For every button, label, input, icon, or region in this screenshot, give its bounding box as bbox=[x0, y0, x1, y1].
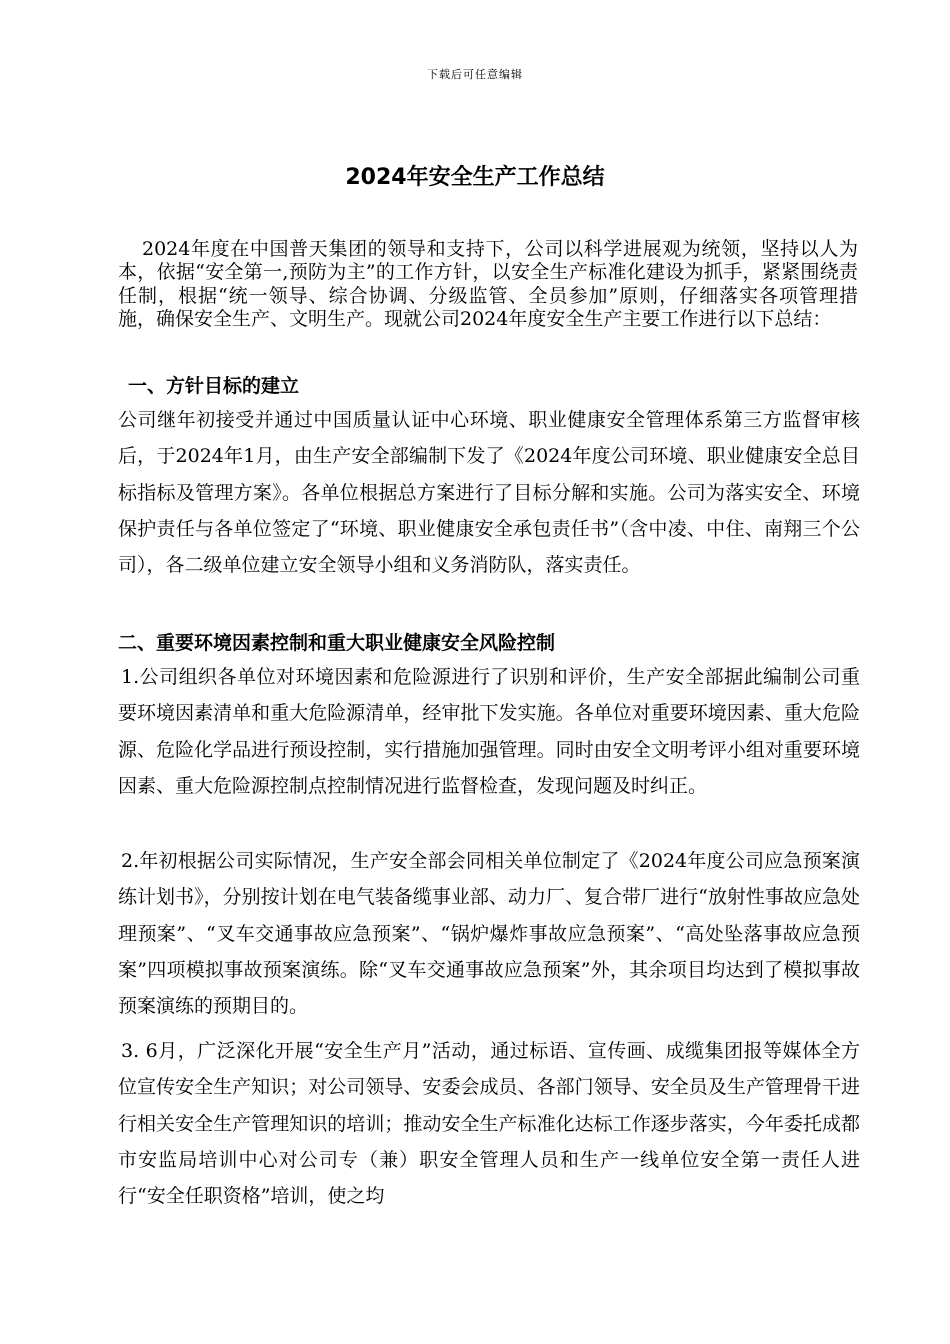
section1-body: 公司继年初接受并通过中国质量认证中心环境、职业健康安全管理体系第三方监督审核后，于2024年1月，由生产安全部编制下发了《2024年度公司环境、职业健康安全总目标指标及管理方案》。各单位根据总方案进行了目标分解和实施。公司为落实安全、环境保护责任与各单位签定了“环境、职业健康安全承包责任书”（含中凌、中住、南翔三个公司），各二级单位建立安全领导小组和义务消防队，落实责任。 bbox=[118, 409, 860, 577]
section2-heading: 二、重要环境因素控制和重大职业健康安全风险控制 bbox=[118, 632, 556, 654]
header-note: 下载后可任意编辑 bbox=[427, 68, 523, 81]
section2-item3: 3. 6月，广泛深化开展“安全生产月”活动，通过标语、宣传画、成缆集团报等媒体全方位宣传安全生产知识；对公司领导、安委会成员、各部门领导、安全员及生产管理骨干进行相关安全生产管理知识的培训；推动安全生产标准化达标工作逐步落实，今年委托成都市安监局培训中心对公司专（兼）职安全管理人员和生产一线单位安全第一责任人进行“安全任职资格”培训，使之均 bbox=[118, 1040, 860, 1208]
document-title: 2024年安全生产工作总结 bbox=[345, 165, 605, 190]
section2-item1: 1.公司组织各单位对环境因素和危险源进行了识别和评价，生产安全部据此编制公司重要环境因素清单和重大危险源清单，经审批下发实施。各单位对重要环境因素、重大危险源、危险化学品进行预设控制，实行措施加强管理。同时由安全文明考评小组对重要环境因素、重大危险源控制点控制情况进行监督检查，发现问题及时纠正。 bbox=[118, 666, 860, 797]
section2-item2: 2.年初根据公司实际情况，生产安全部会同相关单位制定了《2024年度公司应急预案演练计划书》，分别按计划在电气装备缆事业部、动力厂、复合带厂进行“放射性事故应急处理预案”、“叉车交通事故应急预案”、“锅炉爆炸事故应急预案”、“高处坠落事故应急预案”四项模拟事故预案演练。除“叉车交通事故应急预案”外，其余项目均达到了模拟事故预案演练的预期目的。 bbox=[118, 850, 860, 1018]
section1-heading: 一、方针目标的建立 bbox=[128, 375, 300, 397]
intro-paragraph: 2024年度在中国普天集团的领导和支持下，公司以科学进展观为统领，坚持以人为本，依据“安全第一,预防为主”的工作方针，以安全生产标准化建设为抓手，紧紧围绕责任制，根据“统一领导、综合协调、分级监管、全员参加”原则，仔细落实各项管理措施，确保安全生产、文明生产。现就公司2024年度安全生产主要工作进行以下总结： bbox=[118, 238, 858, 331]
